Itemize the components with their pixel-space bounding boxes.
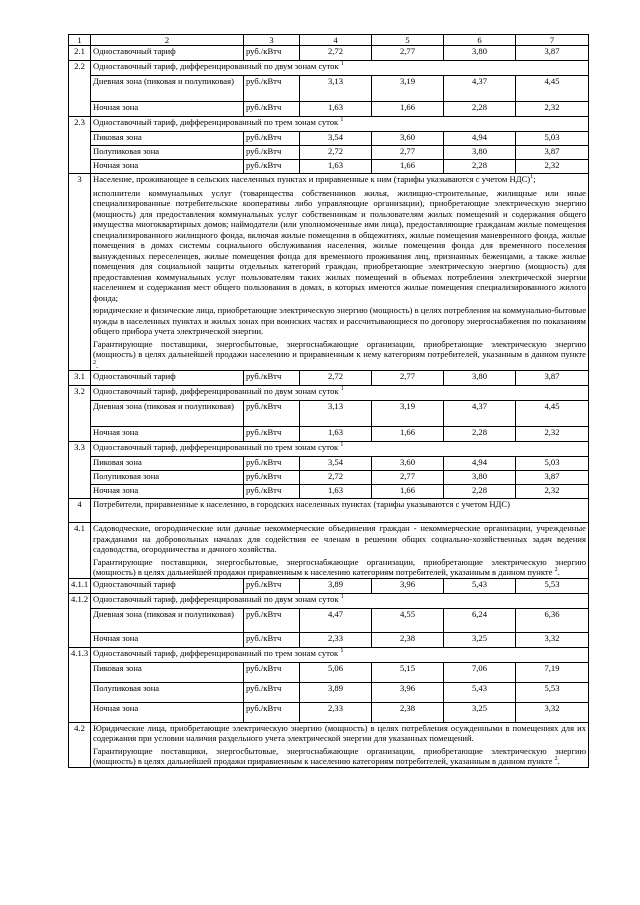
- unit: руб./кВтч: [244, 608, 300, 632]
- table-row: [69, 61, 589, 76]
- tariff-value: 3,87: [516, 371, 589, 386]
- table-row: [69, 386, 589, 401]
- table-row: [69, 46, 589, 61]
- description-paragraph: Гарантирующие поставщики, энергосбытовые, энергоснабжающие организации, приобретающие электрическую энергию (мощность) в целях дальнейшей продажи населению и приравненным к нему категориям потребителей, указанным в данном пункте $^2$.: [93, 338, 586, 370]
- footnote-mark: 1: [340, 61, 344, 68]
- tariff-value: 5,53: [516, 682, 589, 702]
- tariff-value: 4,55: [372, 608, 444, 632]
- footnote-mark: 2: [554, 756, 558, 763]
- table-row: [69, 117, 589, 132]
- col-number: 1: [69, 35, 91, 46]
- table-row: [69, 76, 589, 102]
- zone-name: Дневная зона (пиковая и полупиковая): [91, 401, 244, 427]
- tariff-value: 3,96: [372, 682, 444, 702]
- tariff-value: 4,37: [444, 401, 516, 427]
- tariff-value: 3,54: [300, 457, 372, 471]
- row-title: Одноставочный тариф, дифференцированный по трем зонам суток: [93, 117, 339, 128]
- paragraph-text: Гарантирующие поставщики, энергосбытовые, энергоснабжающие организации, приобретающие электрическую энергию (мощность) в целях дальнейшей продажи приравненным к населению категориям потребителей, указанным в данном пункте: [93, 556, 586, 578]
- tariff-value: 3,54: [300, 132, 372, 146]
- row-number: 2.1: [69, 46, 91, 61]
- tariff-value: 1,66: [372, 160, 444, 174]
- paragraph-text: Садоводческие, огороднические или дачные некоммерческие объединения граждан - некоммерческие организации, учрежденные гражданами на добровольных началах для содействия ее членам в решении общих социально-хозяйственных задач ведения садоводства, огородничества и дачного хозяйства.: [93, 523, 586, 555]
- tariff-value: 3,19: [372, 76, 444, 102]
- tariff-name: Одноставочный тариф: [91, 578, 244, 593]
- category-description: [91, 722, 589, 767]
- table-row: [69, 471, 589, 485]
- tariff-value: 3,89: [300, 682, 372, 702]
- footnote-mark: 2: [554, 567, 558, 574]
- tariff-value: 2,28: [444, 160, 516, 174]
- unit: руб./кВтч: [244, 102, 300, 117]
- zone-name: Ночная зона: [91, 702, 244, 722]
- paragraph-text: Гарантирующие поставщики, энергосбытовые, энергоснабжающие организации, приобретающие электрическую энергию (мощность) в целях дальнейшей продажи населению и приравненным к нему категориям потребителей, указанным в данном пункте: [93, 338, 586, 360]
- description-paragraph: [93, 523, 586, 554]
- footnote-mark: 1: [340, 117, 344, 124]
- row-number: 2.2: [69, 61, 91, 117]
- tariff-value: 2,77: [372, 471, 444, 485]
- row-number: 3.1: [69, 371, 91, 386]
- tariff-value: 3,13: [300, 76, 372, 102]
- table-row: [69, 682, 589, 702]
- category-description: [91, 499, 589, 523]
- tariff-value: 2,77: [372, 46, 444, 61]
- unit: руб./кВтч: [244, 46, 300, 61]
- col-number: 3: [244, 35, 300, 46]
- tariff-value: 4,94: [444, 457, 516, 471]
- tariff-value: 6,24: [444, 608, 516, 632]
- tariff-value: 3,80: [444, 371, 516, 386]
- footnote-mark: 1: [340, 386, 344, 393]
- tariff-value: 4,45: [516, 76, 589, 102]
- col-number: 7: [516, 35, 589, 46]
- col-number: 5: [372, 35, 444, 46]
- unit: руб./кВтч: [244, 427, 300, 442]
- tariff-value: 5,53: [516, 578, 589, 593]
- col-number: 6: [444, 35, 516, 46]
- zone-name: Пиковая зона: [91, 662, 244, 682]
- zone-name: Ночная зона: [91, 632, 244, 647]
- table-row: [69, 523, 589, 578]
- table-row: [69, 632, 589, 647]
- paragraph-text: Население, проживающее в сельских населенных пунктах и приравненные к ним (тарифы указываются с учетом НДС): [93, 174, 531, 185]
- group-title: [91, 647, 589, 662]
- category-description: [91, 174, 589, 371]
- tariff-value: 4,47: [300, 608, 372, 632]
- table-row: [69, 722, 589, 767]
- unit: руб./кВтч: [244, 76, 300, 102]
- table-row: [69, 371, 589, 386]
- tariff-value: 3,80: [444, 471, 516, 485]
- unit: руб./кВтч: [244, 401, 300, 427]
- table-row: [69, 102, 589, 117]
- tariff-value: 3,25: [444, 702, 516, 722]
- tariff-value: 2,38: [372, 632, 444, 647]
- table-row: [69, 132, 589, 146]
- tariff-value: 1,63: [300, 427, 372, 442]
- unit: руб./кВтч: [244, 471, 300, 485]
- tariff-value: 2,28: [444, 485, 516, 499]
- unit: руб./кВтч: [244, 702, 300, 722]
- tariff-value: 2,72: [300, 471, 372, 485]
- table-row: [69, 578, 589, 593]
- footnote-mark: 1: [340, 442, 344, 449]
- tariff-value: 3,32: [516, 702, 589, 722]
- tariff-table-body: [69, 35, 589, 768]
- row-number: 4.1.1: [69, 578, 91, 593]
- group-title: [91, 593, 589, 608]
- table-row: [69, 174, 589, 371]
- group-title: [91, 442, 589, 457]
- table-row: [69, 662, 589, 682]
- row-number: 4.1.2: [69, 593, 91, 647]
- tariff-value: 3,60: [372, 132, 444, 146]
- tariff-value: 3,87: [516, 471, 589, 485]
- tariff-value: 1,66: [372, 485, 444, 499]
- table-row: [69, 702, 589, 722]
- tariff-value: 2,38: [372, 702, 444, 722]
- tariff-value: 5,03: [516, 457, 589, 471]
- footnote-mark: 1: [340, 647, 344, 654]
- description-paragraph: [93, 723, 586, 744]
- tariff-value: 4,37: [444, 76, 516, 102]
- row-number: 4.1: [69, 523, 91, 578]
- tariff-value: 6,36: [516, 608, 589, 632]
- tariff-value: 3,19: [372, 401, 444, 427]
- group-title: [91, 61, 589, 76]
- tariff-value: 7,06: [444, 662, 516, 682]
- tariff-value: 5,03: [516, 132, 589, 146]
- paragraph-text: юридические и физические лица, приобретающие электрическую энергию (мощность) в целях потребления на коммунально-бытовые нужды в населенных пунктах и жилых зонах при воинских частях и рассчитывающиеся по договору энергоснабжения по показаниям общего прибора учета электрической энергии.: [93, 305, 587, 337]
- tariff-value: 1,66: [372, 427, 444, 442]
- footnote-mark: 1: [340, 593, 344, 600]
- unit: руб./кВтч: [244, 682, 300, 702]
- tariff-value: 4,94: [444, 132, 516, 146]
- row-title: Одноставочный тариф, дифференцированный по двум зонам суток: [93, 386, 339, 397]
- tariff-value: 2,28: [444, 102, 516, 117]
- unit: руб./кВтч: [244, 371, 300, 386]
- zone-name: Дневная зона (пиковая и полупиковая): [91, 76, 244, 102]
- tariff-value: 3,13: [300, 401, 372, 427]
- tariff-value: 2,33: [300, 702, 372, 722]
- tariff-value: 5,43: [444, 578, 516, 593]
- unit: руб./кВтч: [244, 160, 300, 174]
- paragraph-text: Гарантирующие поставщики, энергосбытовые, энергоснабжающие организации, приобретающие электрическую энергию (мощность) в целях дальнейшей продажи приравненным к населению категориям потребителей, указанным в данном пункте: [93, 745, 586, 767]
- tariff-value: 3,80: [444, 46, 516, 61]
- tariff-value: 2,28: [444, 427, 516, 442]
- zone-name: Дневная зона (пиковая и полупиковая): [91, 608, 244, 632]
- table-row: [69, 485, 589, 499]
- table-row: [69, 401, 589, 427]
- description-paragraph: [93, 305, 586, 336]
- paragraph-text: Потребители, приравненные к населению, в городских населенных пунктах (тарифы указываются с учетом НДС): [93, 499, 511, 510]
- tariff-value: 5,15: [372, 662, 444, 682]
- row-title: Одноставочный тариф, дифференцированный по трем зонам суток: [93, 442, 339, 453]
- category-description: [91, 523, 589, 578]
- zone-name: Полупиковая зона: [91, 682, 244, 702]
- description-paragraph: Гарантирующие поставщики, энергосбытовые, энергоснабжающие организации, приобретающие электрическую энергию (мощность) в целях дальнейшей продажи приравненным к населению категориям потребителей, указанным в данном пункте $^2$.: [93, 556, 586, 578]
- unit: руб./кВтч: [244, 132, 300, 146]
- row-number: 3.2: [69, 386, 91, 442]
- tariff-value: 2,77: [372, 371, 444, 386]
- zone-name: Полупиковая зона: [91, 146, 244, 160]
- tariff-name: Одноставочный тариф: [91, 371, 244, 386]
- row-number: 3: [69, 174, 91, 371]
- row-number: 4.1.3: [69, 647, 91, 722]
- tariff-value: 3,87: [516, 146, 589, 160]
- tariff-value: 5,06: [300, 662, 372, 682]
- zone-name: Полупиковая зона: [91, 471, 244, 485]
- unit: руб./кВтч: [244, 578, 300, 593]
- tariff-value: 5,43: [444, 682, 516, 702]
- paragraph-text: исполнители коммунальных услуг (товарищества собственников жилья, жилищно-строительные, жилищные или иные специализированные потребительские кооперативы либо управляющие организации), приобретающие электрическую энергию (мощность) для предоставления коммунальных услуг собственникам и пользователям жилых помещений и содержания общего имущества многоквартирных домов; наймодатели (или уполномоченные ими лица), предоставляющие гражданам жилые помещения специализированного жилищного фонда, включая жилые помещения в общежитиях, жилые помещения маневренного фонда, жилые помещения в домах системы социального обслуживания населения, жилые помещения фонда для временного поселения вынужденных переселенцев, жилые помещения фонда для временного проживания лиц, признанных беженцами, а также жилые помещения для социальной защиты отдельных категорий граждан, приобретающие электрическую энергию (мощность) для предоставления коммунальных услуг пользователям таких жилых помещений в объемах потребления электрической энергии населением и содержания мест общего пользования в домах, в которых имеются жилые помещения специализированного жилого фонда;: [93, 187, 586, 303]
- row-number: 2.3: [69, 117, 91, 174]
- tariff-value: 3,32: [516, 632, 589, 647]
- row-number: 4.2: [69, 722, 91, 767]
- tariff-value: 4,45: [516, 401, 589, 427]
- group-title: [91, 117, 589, 132]
- table-row: [69, 608, 589, 632]
- tariff-value: 2,77: [372, 146, 444, 160]
- col-number: 4: [300, 35, 372, 46]
- tariff-value: 3,80: [444, 146, 516, 160]
- tariff-table: [68, 34, 589, 768]
- zone-name: Ночная зона: [91, 160, 244, 174]
- table-row: [69, 160, 589, 174]
- tariff-value: 2,32: [516, 102, 589, 117]
- unit: руб./кВтч: [244, 632, 300, 647]
- description-paragraph: [93, 188, 586, 303]
- tariff-value: 1,63: [300, 485, 372, 499]
- paragraph-text: Юридические лица, приобретающие электрическую энергию (мощность) в целях потребления осужденными в помещениях для их содержания при условии наличия раздельного учета электрической энергии для указанных помещений.: [93, 722, 586, 744]
- tariff-name: Одноставочный тариф: [91, 46, 244, 61]
- tariff-value: 2,72: [300, 146, 372, 160]
- tariff-value: 2,33: [300, 632, 372, 647]
- description-paragraph: [93, 499, 586, 509]
- table-row: [69, 457, 589, 471]
- table-row: [69, 146, 589, 160]
- column-number-row: [69, 35, 589, 46]
- table-row: [69, 442, 589, 457]
- footnote-mark: 1: [530, 174, 534, 181]
- table-row: [69, 427, 589, 442]
- row-number: 4: [69, 499, 91, 523]
- unit: руб./кВтч: [244, 146, 300, 160]
- tariff-value: 1,63: [300, 160, 372, 174]
- tariff-value: 3,96: [372, 578, 444, 593]
- tariff-value: 7,19: [516, 662, 589, 682]
- row-title: Одноставочный тариф, дифференцированный по двум зонам суток: [93, 61, 339, 72]
- table-row: [69, 647, 589, 662]
- col-number: 2: [91, 35, 244, 46]
- tariff-value: 3,60: [372, 457, 444, 471]
- row-title: Одноставочный тариф, дифференцированный по двум зонам суток: [93, 593, 339, 604]
- tariff-value: 1,66: [372, 102, 444, 117]
- tariff-value: 3,87: [516, 46, 589, 61]
- tariff-value: 2,32: [516, 427, 589, 442]
- zone-name: Ночная зона: [91, 102, 244, 117]
- zone-name: Пиковая зона: [91, 457, 244, 471]
- row-number: 3.3: [69, 442, 91, 499]
- table-row: [69, 499, 589, 523]
- zone-name: Ночная зона: [91, 485, 244, 499]
- zone-name: Ночная зона: [91, 427, 244, 442]
- tariff-value: 2,72: [300, 371, 372, 386]
- tariff-value: 2,32: [516, 160, 589, 174]
- table-row: [69, 593, 589, 608]
- zone-name: Пиковая зона: [91, 132, 244, 146]
- row-title: Одноставочный тариф, дифференцированный по трем зонам суток: [93, 647, 339, 658]
- description-paragraph: Гарантирующие поставщики, энергосбытовые, энергоснабжающие организации, приобретающие электрическую энергию (мощность) в целях дальнейшей продажи приравненным к населению категориям потребителей, указанным в данном пункте $^2$.: [93, 745, 586, 767]
- description-paragraph: Население, проживающее в сельских населенных пунктах и приравненные к ним (тарифы указываются с учетом НДС)$^1$;: [93, 174, 536, 185]
- tariff-value: 3,25: [444, 632, 516, 647]
- unit: руб./кВтч: [244, 485, 300, 499]
- tariff-value: 1,63: [300, 102, 372, 117]
- group-title: [91, 386, 589, 401]
- footnote-mark: 2: [93, 359, 96, 366]
- unit: руб./кВтч: [244, 662, 300, 682]
- unit: руб./кВтч: [244, 457, 300, 471]
- tariff-value: 3,89: [300, 578, 372, 593]
- tariff-value: 2,32: [516, 485, 589, 499]
- tariff-value: 2,72: [300, 46, 372, 61]
